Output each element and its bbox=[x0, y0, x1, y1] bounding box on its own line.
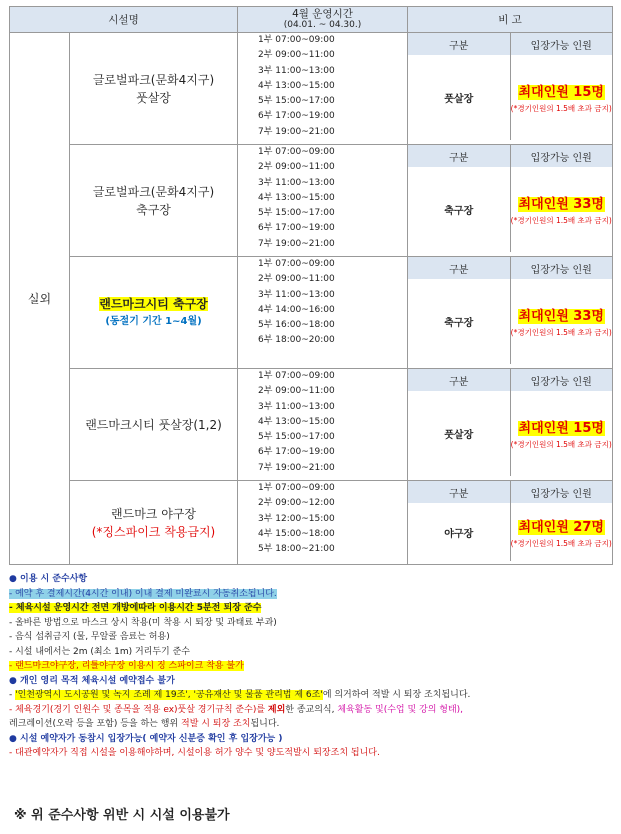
type-label: 구분 bbox=[408, 481, 510, 503]
capacity-label: 입장가능 인원 bbox=[510, 481, 612, 503]
capacity-note: (*경기인원의 1.5배 초과 금지) bbox=[510, 440, 612, 449]
notice-heading-2: ● 개인 영리 목적 체육시설 예약접수 불가 bbox=[9, 675, 175, 686]
table-row bbox=[10, 33, 613, 145]
time-slot: 1부 07:00~09:00 bbox=[258, 147, 335, 157]
notice-item: - 올바른 방법으로 마스크 상시 착용(미 착용 시 퇴장 및 과태료 부과) bbox=[9, 617, 277, 628]
facility-type: 풋살장 bbox=[408, 55, 510, 140]
notice-heading-1: ● 이용 시 준수사항 bbox=[9, 574, 88, 584]
time-slot: 2부 09:00~11:00 bbox=[258, 386, 335, 397]
table-row bbox=[10, 257, 613, 369]
capacity-label: 입장가능 인원 bbox=[510, 257, 612, 279]
max-capacity: 최대인원 27명 bbox=[518, 519, 604, 535]
capacity-info bbox=[510, 503, 612, 561]
schedule-table bbox=[9, 6, 613, 565]
time-slot: 7부 19:00~21:00 bbox=[258, 238, 335, 249]
facility-name bbox=[70, 145, 238, 257]
type-label: 구분 bbox=[408, 257, 510, 279]
facility-type: 축구장 bbox=[408, 279, 510, 364]
capacity-info bbox=[510, 55, 612, 140]
capacity-label: 입장가능 인원 bbox=[510, 145, 612, 167]
time-slot: 7부 19:00~21:00 bbox=[258, 126, 335, 137]
schedule-cell bbox=[238, 145, 408, 257]
time-slot: 5부 15:00~17:00 bbox=[258, 96, 335, 107]
table-row bbox=[10, 481, 613, 565]
time-slot: 5부 15:00~17:00 bbox=[258, 208, 335, 219]
notice-heading-3: ● 시설 예약자가 동참시 입장가능( 예약자 신분증 확인 후 입장가능 ) bbox=[9, 733, 283, 744]
remarks-cell bbox=[408, 257, 613, 369]
bullet-icon: ● bbox=[9, 733, 20, 744]
remarks-cell bbox=[408, 145, 613, 257]
time-slot: 6부 17:00~19:00 bbox=[258, 447, 335, 458]
notice-item: - 체육경기(경기 인원수 및 종목을 적용 ex)풋살 경기규칙 준수)를 제외한 종교의식, 체육활동 및(수업 및 강의 형태), bbox=[9, 704, 464, 715]
notice-item: 레크레이션(오락 등을 포함) 등을 하는 행위 적발 시 퇴장 조치됩니다. bbox=[9, 719, 280, 729]
time-slot: 2부 09:00~12:00 bbox=[258, 498, 335, 509]
capacity-table bbox=[408, 33, 612, 140]
time-slot: 3부 11:00~13:00 bbox=[258, 401, 335, 412]
header-facility: 시설명 bbox=[10, 7, 238, 33]
notice-section bbox=[9, 572, 615, 761]
remarks-cell bbox=[408, 369, 613, 481]
table-row bbox=[10, 369, 613, 481]
time-slot: 2부 09:00~11:00 bbox=[258, 50, 335, 61]
table-header-row bbox=[10, 7, 613, 33]
type-label: 구분 bbox=[408, 33, 510, 55]
time-slot: 6부 17:00~19:00 bbox=[258, 111, 335, 122]
notice-item: - 대관예약자가 직접 시설을 이용해야하며, 시설이용 허가 양수 및 양도적발시 퇴장조치 됩니다. bbox=[9, 748, 380, 758]
final-warning: ※ 위 준수사항 위반 시 시설 이용불가 bbox=[14, 808, 230, 823]
facility-name-line1: 랜드마크시티 축구장 bbox=[99, 296, 208, 311]
facility-name-line2: 축구장 bbox=[136, 202, 171, 217]
time-slot: 4부 15:00~18:00 bbox=[258, 528, 335, 539]
bullet-icon: ● bbox=[9, 675, 20, 686]
time-slot: 6부 17:00~19:00 bbox=[258, 223, 335, 234]
max-capacity: 최대인원 15명 bbox=[518, 85, 604, 100]
schedule-cell bbox=[238, 481, 408, 565]
time-slot: 5부 15:00~17:00 bbox=[258, 432, 335, 443]
remarks-cell bbox=[408, 33, 613, 145]
type-label: 구분 bbox=[408, 369, 510, 391]
header-remarks: 비 고 bbox=[408, 7, 613, 33]
capacity-info bbox=[510, 167, 612, 252]
facility-name-line2: (동절기 기간 1~4월) bbox=[105, 315, 202, 327]
time-slot: 2부 09:00~11:00 bbox=[258, 274, 335, 285]
facility-name-line2: 풋살장 bbox=[136, 90, 171, 105]
facility-name-line1: 글로벌파크(문화4지구) bbox=[92, 184, 215, 199]
category-cell: 실외 bbox=[10, 33, 70, 565]
capacity-table bbox=[408, 257, 612, 364]
schedule-cell bbox=[238, 33, 408, 145]
capacity-note: (*경기인원의 1.5배 초과 금지) bbox=[510, 328, 612, 337]
time-slot: 4부 13:00~15:00 bbox=[258, 192, 335, 203]
capacity-label: 입장가능 인원 bbox=[510, 33, 612, 55]
time-slot: 4부 14:00~16:00 bbox=[258, 304, 335, 315]
notice-item: - 랜드마크야구장, 리틀야구장 이용시 징 스파이크 착용 불가 bbox=[9, 661, 244, 671]
type-label: 구분 bbox=[408, 145, 510, 167]
max-capacity: 최대인원 33명 bbox=[518, 197, 604, 212]
facility-name bbox=[70, 369, 238, 481]
facility-name-line1: 랜드마크시티 풋살장(1,2) bbox=[85, 417, 222, 432]
time-slot: 3부 12:00~15:00 bbox=[258, 513, 335, 524]
notice-item: - '인천광역시 도시공원 및 녹지 조례 제 19조', '공유재산 및 물품 관리법 제 6조'에 의거하여 적발 시 퇴장 조치됩니다. bbox=[9, 690, 471, 700]
capacity-label: 입장가능 인원 bbox=[510, 369, 612, 391]
capacity-info bbox=[510, 279, 612, 364]
capacity-table bbox=[408, 145, 612, 252]
time-slot: 5부 16:00~18:00 bbox=[258, 320, 335, 331]
remarks-cell bbox=[408, 481, 613, 565]
header-hours-range: (04.01. ~ 04.30.) bbox=[283, 19, 362, 30]
bullet-icon: ● bbox=[9, 574, 20, 584]
time-slot: 1부 07:00~09:00 bbox=[258, 483, 335, 493]
facility-name bbox=[70, 481, 238, 565]
table-row bbox=[10, 145, 613, 257]
time-slot: 3부 11:00~13:00 bbox=[258, 177, 335, 188]
time-slot: 6부 18:00~20:00 bbox=[258, 335, 335, 346]
time-slot: 1부 07:00~09:00 bbox=[258, 371, 335, 381]
facility-name bbox=[70, 33, 238, 145]
max-capacity: 최대인원 15명 bbox=[518, 421, 604, 436]
capacity-note: (*경기인원의 1.5배 초과 금지) bbox=[510, 216, 612, 225]
notice-item: - 음식 섭취금지 (물, 무알콜 음료는 허용) bbox=[9, 632, 170, 642]
time-slot: 2부 09:00~11:00 bbox=[258, 162, 335, 173]
facility-type: 풋살장 bbox=[408, 391, 510, 476]
header-hours bbox=[238, 7, 408, 33]
time-slot: 3부 11:00~13:00 bbox=[258, 289, 335, 300]
facility-name bbox=[70, 257, 238, 369]
max-capacity: 최대인원 33명 bbox=[518, 309, 604, 324]
facility-type: 축구장 bbox=[408, 167, 510, 252]
time-slot: 4부 13:00~15:00 bbox=[258, 80, 335, 91]
time-slot: 5부 18:00~21:00 bbox=[258, 544, 335, 555]
time-slot: 4부 13:00~15:00 bbox=[258, 416, 335, 427]
schedule-cell bbox=[238, 369, 408, 481]
time-slot: 1부 07:00~09:00 bbox=[258, 35, 335, 45]
capacity-table bbox=[408, 369, 612, 476]
facility-name-line1: 랜드마크 야구장 bbox=[111, 506, 196, 521]
capacity-note: (*경기인원의 1.5배 초과 금지) bbox=[510, 538, 612, 548]
capacity-note: (*경기인원의 1.5배 초과 금지) bbox=[510, 104, 612, 113]
schedule-cell bbox=[238, 257, 408, 369]
time-slot: 3부 11:00~13:00 bbox=[258, 65, 335, 76]
time-slot: 1부 07:00~09:00 bbox=[258, 259, 335, 269]
facility-name-line2: (*징스파이크 착용금지) bbox=[91, 524, 216, 539]
header-hours-title: 4월 운영시간 bbox=[292, 7, 353, 20]
facility-type: 야구장 bbox=[408, 503, 510, 561]
capacity-info bbox=[510, 391, 612, 476]
capacity-table bbox=[408, 481, 612, 561]
facility-name-line1: 글로벌파크(문화4지구) bbox=[92, 72, 215, 87]
time-slot: 7부 19:00~21:00 bbox=[258, 462, 335, 473]
notice-item: - 예약 후 결제시간(4시간 이내) 이내 결제 미완료시 자동취소됩니다. bbox=[9, 588, 277, 599]
notice-item: - 체육시설 운영시간 전면 개방에따라 이용시간 5분전 퇴장 준수 bbox=[9, 603, 262, 613]
notice-item: - 시설 내에서는 2m (최소 1m) 거리두기 준수 bbox=[9, 646, 190, 657]
